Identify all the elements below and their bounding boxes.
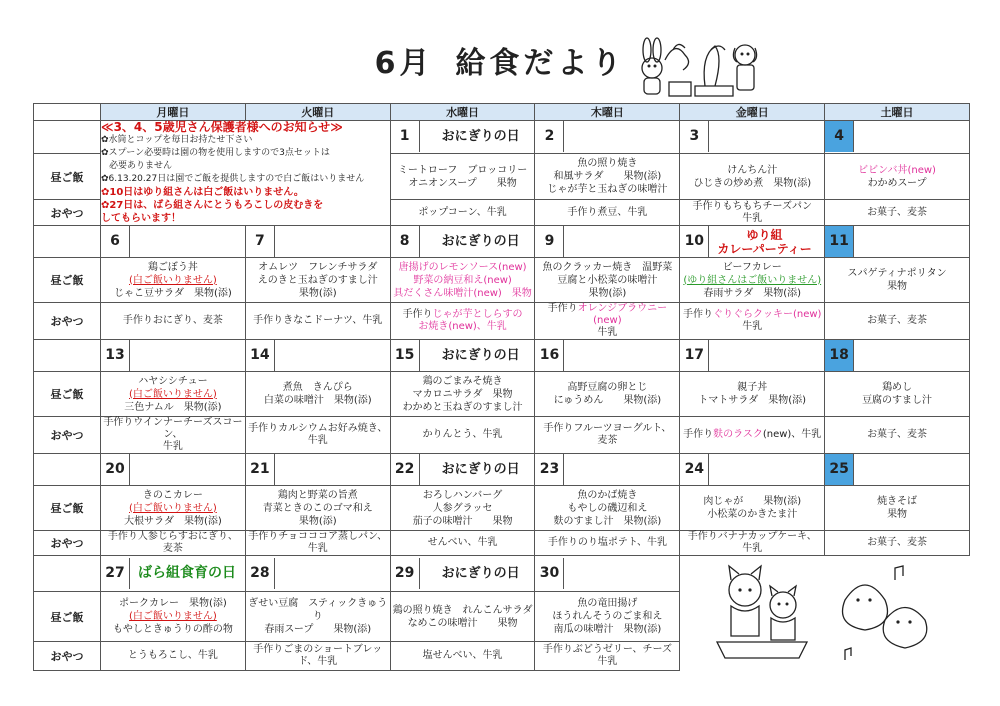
menu-line: 唐揚げのレモンソース(new) — [398, 261, 527, 273]
menu-line: せんべい、牛乳 — [427, 537, 498, 548]
snack-cell — [101, 642, 246, 670]
date-cell — [245, 340, 390, 372]
menu-line: 果物 — [887, 509, 908, 520]
date-number: 8 — [391, 226, 420, 257]
menu-line: わかめと玉ねぎのすまし汁 — [402, 401, 523, 413]
notice-line: ✿水筒とコップを毎日お持たせ下さい — [101, 135, 253, 145]
date-cell — [390, 454, 535, 486]
lunch-label: 昼ご飯 — [34, 591, 101, 642]
menu-line: 小松菜のかきたま汁 — [707, 509, 798, 520]
date-cell — [245, 454, 390, 486]
date-number: 11 — [825, 226, 854, 257]
lunch-cell — [535, 258, 680, 303]
lunch-label: 昼ご飯 — [34, 258, 101, 303]
menu-line: なめこの味噌汁 果物 — [407, 617, 518, 629]
notice-line: してもらいます！ — [101, 213, 181, 224]
menu-line: ぎせい豆腐 スティックきゅうり — [248, 598, 388, 623]
menu-line: ひじきの炒め煮 果物(添) — [693, 177, 812, 189]
menu-line: (白ご飯いりません) — [129, 274, 217, 286]
menu-line: 手作り — [547, 303, 578, 314]
menu-line: おろしハンバーグ — [422, 489, 503, 501]
menu-line: オレンジブラウニー(new) — [577, 303, 668, 326]
menu-line: 鶏ごぼう丼 — [147, 261, 198, 273]
lunch-cell — [825, 372, 970, 417]
lunch-cell — [680, 153, 825, 199]
date-cell — [825, 340, 970, 372]
menu-line: 牛乳 — [742, 321, 763, 332]
snack-cell — [535, 531, 680, 556]
snack-cell — [390, 200, 535, 226]
menu-line: 大根サラダ 果物(添) — [124, 515, 222, 527]
menu-line: (new)、牛乳 — [762, 429, 822, 440]
date-cell — [825, 454, 970, 486]
snack-cell — [680, 531, 825, 556]
date-number: 17 — [680, 340, 709, 371]
snack-cell — [390, 642, 535, 670]
menu-line: 果物(添) — [298, 515, 337, 527]
menu-line: スパゲティナポリタン — [847, 268, 947, 279]
blank-cell — [34, 454, 101, 486]
date-cell — [535, 454, 680, 486]
date-cell — [101, 226, 246, 258]
cats-cooking-illustration — [695, 560, 955, 670]
date-cell — [101, 340, 246, 372]
page-title — [0, 38, 1000, 82]
menu-line: 親子丼 — [737, 382, 768, 393]
menu-line: 南瓜の味噌汁 果物(添) — [553, 624, 662, 636]
date-cell — [535, 226, 680, 258]
menu-line: 魚の竜田揚げ — [577, 598, 638, 610]
menu-line: 具だくさん味噌汁(new) 果物 — [393, 287, 532, 299]
date-number: 30 — [535, 558, 564, 589]
snack-cell — [390, 531, 535, 556]
lunch-cell — [245, 372, 390, 417]
menu-line: 豆腐と小松菜の味噌汁 — [557, 274, 658, 286]
lunch-label: 昼ご飯 — [34, 486, 101, 531]
title-text: 給食だより — [455, 46, 626, 81]
date-number: 21 — [246, 454, 275, 485]
lunch-cell — [535, 153, 680, 199]
date-number: 4 — [825, 121, 854, 152]
lunch-cell — [535, 486, 680, 531]
notice-line: ✿スプーン必要時は園の物を使用しますので3点セットは — [101, 148, 330, 158]
month-label: 6月 — [374, 46, 434, 81]
menu-line: 麦茶 — [162, 543, 183, 554]
menu-line: 手作り — [682, 309, 713, 320]
illustration-cell — [680, 556, 970, 671]
menu-line: 麩のすまし汁 果物(添) — [553, 515, 662, 527]
snack-cell — [825, 417, 970, 454]
date-number: 16 — [535, 340, 564, 371]
menu-line: 高野豆腐の卵とじ — [567, 382, 648, 393]
menu-line: えのきと玉ねぎのすまし汁 — [257, 274, 378, 286]
menu-line: 手作りチョコココア蒸しパン、牛乳 — [248, 531, 388, 554]
onigiri-day-label: おにぎりの日 — [441, 348, 520, 363]
date-number: 18 — [825, 340, 854, 371]
menu-line: 手作りおにぎり、麦茶 — [122, 315, 223, 326]
lunch-cell — [825, 153, 970, 199]
snack-cell — [825, 200, 970, 226]
date-cell — [535, 340, 680, 372]
date-cell — [680, 454, 825, 486]
menu-line: 果物(添) — [298, 287, 337, 299]
snack-label: おやつ — [34, 531, 101, 556]
menu-line: トマトサラダ 果物(添) — [698, 395, 807, 406]
menu-line: にゅうめん 果物(添) — [553, 395, 662, 406]
menu-line: 手作り — [402, 309, 433, 320]
menu-line: 手作りバナナカップケーキ、 — [687, 531, 817, 542]
snack-cell — [390, 303, 535, 340]
date-number: 22 — [391, 454, 420, 485]
menu-line: 野菜の納豆和え(new) — [413, 274, 512, 286]
menu-line: 人参グラッセ — [432, 502, 493, 514]
event-line: カレーパーティー — [717, 242, 812, 256]
menu-line: 牛乳 — [597, 327, 618, 338]
date-cell — [101, 454, 246, 486]
menu-line: オニオンスープ 果物 — [408, 177, 517, 189]
snack-cell — [101, 303, 246, 340]
menu-line: ハヤシシチュー — [138, 375, 208, 387]
lunch-cell — [101, 486, 246, 531]
menu-line: マカロニサラダ 果物 — [412, 388, 513, 400]
date-number: 2 — [535, 121, 564, 152]
food-education-day-label: ばら組食育の日 — [138, 564, 236, 581]
date-cell — [245, 226, 390, 258]
date-cell — [390, 556, 535, 592]
menu-calendar — [33, 103, 970, 671]
menu-line: 青菜ときのこのゴマ和え — [262, 502, 373, 514]
date-number: 29 — [391, 558, 420, 589]
date-number: 23 — [535, 454, 564, 485]
menu-line: ほうれんそうのごま和え — [552, 611, 663, 623]
onigiri-day-label: おにぎりの日 — [441, 234, 520, 249]
lunch-label: 昼ご飯 — [34, 153, 101, 199]
menu-line: 鶏めし — [882, 382, 913, 393]
lunch-cell — [101, 591, 246, 642]
snack-cell — [535, 417, 680, 454]
date-number: 25 — [825, 454, 854, 485]
menu-line: (白ご飯いりません) — [129, 502, 217, 514]
menu-line: 果物(添) — [588, 287, 627, 299]
snack-label: おやつ — [34, 417, 101, 454]
weekday-fri: 金曜日 — [680, 104, 825, 121]
date-cell — [680, 226, 825, 258]
menu-line: 手作り — [683, 429, 714, 440]
menu-line: 手作りのり塩ポテト、牛乳 — [547, 537, 667, 548]
weekday-sat: 土曜日 — [825, 104, 970, 121]
lunch-cell — [390, 591, 535, 642]
menu-line: じゃが芋としらすの — [432, 309, 523, 320]
onigiri-day-label: おにぎりの日 — [441, 129, 520, 145]
menu-line: 手作りウインナーチーズスコーン、 — [103, 417, 243, 440]
menu-line: 魚の照り焼き — [577, 158, 638, 170]
menu-line: 魚のかば焼き — [577, 489, 638, 501]
date-number: 1 — [391, 121, 420, 152]
date-cell — [680, 121, 825, 154]
date-cell — [535, 121, 680, 154]
date-number: 20 — [101, 454, 130, 485]
menu-line: じゃが芋と玉ねぎの味噌汁 — [547, 184, 668, 196]
snack-cell — [535, 303, 680, 340]
menu-line: 鶏の照り焼き れんこんサラダ — [392, 604, 533, 616]
menu-line: 手作りごまのショートブレッド、牛乳 — [253, 643, 383, 667]
weekday-tue: 火曜日 — [245, 104, 390, 121]
menu-line: 三色ナムル 果物(添) — [124, 401, 222, 413]
menu-line: (白ご飯いりません) — [129, 611, 217, 623]
menu-line: オムレツ フレンチサラダ — [258, 261, 378, 273]
menu-line: きのこカレー — [142, 489, 203, 501]
lunch-cell — [680, 258, 825, 303]
menu-line: 和風サラダ 果物(添) — [553, 171, 662, 183]
lunch-cell — [535, 591, 680, 642]
menu-line: 茄子の味噌汁 果物 — [412, 515, 513, 527]
snack-label: おやつ — [34, 642, 101, 670]
lunch-cell — [680, 486, 825, 531]
snack-cell — [245, 531, 390, 556]
date-cell — [390, 121, 535, 154]
weekday-mon: 月曜日 — [101, 104, 246, 121]
lunch-cell — [680, 372, 825, 417]
menu-line: 魚のクラッカー焼き 温野菜 — [542, 261, 673, 273]
date-number: 13 — [101, 340, 130, 371]
menu-line: 豆腐のすまし汁 — [862, 395, 933, 406]
menu-line: 手作りきなこドーナツ、牛乳 — [253, 315, 383, 326]
snack-cell — [535, 200, 680, 226]
menu-line: けんちん汁 — [727, 164, 778, 176]
snack-cell — [680, 200, 825, 226]
onigiri-day-label: おにぎりの日 — [441, 565, 520, 581]
menu-line: とうもろこし、牛乳 — [127, 649, 218, 661]
snack-label: おやつ — [34, 303, 101, 340]
menu-line: 果物 — [887, 281, 908, 292]
menu-line: お菓子、麦茶 — [867, 537, 928, 548]
menu-line: 手作りカルシウムお好み焼き、 — [248, 423, 388, 434]
curry-party-label — [709, 226, 811, 256]
menu-line: 麩のラスク — [713, 429, 763, 440]
menu-line: お菓子、麦茶 — [867, 206, 928, 218]
menu-line: 煮魚 きんぴら — [282, 382, 353, 393]
menu-line: 手作り煮豆、牛乳 — [567, 206, 648, 218]
menu-line: 鶏肉と野菜の旨煮 — [277, 489, 358, 501]
notice-line: 必要ありません — [109, 161, 173, 171]
date-cell — [101, 556, 246, 592]
lunch-cell — [390, 258, 535, 303]
date-number: 7 — [246, 226, 275, 257]
date-cell — [245, 556, 390, 592]
lunch-cell — [101, 258, 246, 303]
menu-line: お焼き(new)、牛乳 — [418, 321, 507, 332]
date-number: 28 — [246, 558, 275, 589]
menu-line: 牛乳 — [162, 441, 183, 452]
date-number: 10 — [680, 226, 709, 257]
notice-title: ≪3、4、5歳児さん保護者様へのお知らせ≫ — [101, 120, 343, 134]
blank-cell — [34, 340, 101, 372]
menu-line: ぐりぐらクッキー(new) — [712, 309, 822, 320]
date-number: 3 — [680, 121, 709, 152]
menu-line: ミートローフ ブロッコリー — [397, 164, 528, 176]
snack-cell — [535, 642, 680, 670]
snack-cell — [101, 417, 246, 454]
lunch-cell — [245, 258, 390, 303]
snack-cell — [390, 417, 535, 454]
menu-line: 春雨スープ 果物(添) — [264, 624, 372, 636]
date-cell — [390, 226, 535, 258]
menu-line: もやしの磯辺和え — [567, 502, 648, 514]
date-cell — [825, 226, 970, 258]
snack-cell — [680, 417, 825, 454]
menu-line: 白菜の味噌汁 果物(添) — [263, 395, 372, 406]
notice-line: ✿6.13.20.27日は園でご飯を提供しますので白ご飯はいりません — [101, 174, 365, 184]
menu-line: 塩せんべい、牛乳 — [422, 649, 503, 661]
menu-line: (ゆり組さんはご飯いりません) — [683, 274, 822, 286]
menu-line: 牛乳 — [742, 212, 763, 224]
date-number: 9 — [535, 226, 564, 257]
blank-cell — [34, 226, 101, 258]
rabbit-dog-garden-illustration — [625, 30, 770, 100]
onigiri-day-label: おにぎりの日 — [441, 462, 520, 477]
date-cell — [680, 340, 825, 372]
lunch-cell — [245, 486, 390, 531]
menu-line: 手作りぶどうゼリー、チーズ — [542, 643, 672, 655]
menu-line: 肉じゃが 果物(添) — [703, 496, 802, 507]
lunch-label: 昼ご飯 — [34, 372, 101, 417]
lunch-cell — [390, 153, 535, 199]
date-number: 6 — [101, 226, 130, 257]
menu-line: かりんとう、牛乳 — [422, 429, 503, 440]
menu-line: ビビンバ丼(new) — [858, 164, 936, 176]
lunch-cell — [101, 372, 246, 417]
snack-cell — [245, 417, 390, 454]
date-number: 24 — [680, 454, 709, 485]
snack-cell — [825, 531, 970, 556]
menu-line: 鶏のごまみそ焼き — [422, 375, 503, 387]
menu-line: じゃこ豆サラダ 果物(添) — [114, 287, 232, 299]
menu-line: お菓子、麦茶 — [867, 429, 928, 440]
lunch-cell — [535, 372, 680, 417]
menu-line: 手作り人参じらすおにぎり、 — [107, 531, 238, 542]
lunch-cell — [390, 486, 535, 531]
date-cell — [825, 121, 970, 154]
menu-line: ビーフカレー — [722, 261, 782, 273]
weekday-thu: 木曜日 — [535, 104, 680, 121]
menu-line: お菓子、麦茶 — [867, 315, 928, 326]
snack-cell — [825, 303, 970, 340]
menu-line: ポップコーン、牛乳 — [418, 206, 507, 218]
date-number: 15 — [391, 340, 420, 371]
date-number: 27 — [101, 558, 130, 589]
menu-line: もやしときゅうりの酢の物 — [112, 624, 233, 636]
corner-cell — [34, 104, 101, 121]
menu-line: 牛乳 — [742, 543, 763, 554]
snack-cell — [245, 642, 390, 670]
menu-line: 牛乳 — [597, 655, 618, 667]
snack-label: おやつ — [34, 200, 101, 226]
menu-line: 春雨サラダ 果物(添) — [703, 287, 802, 299]
date-number: 14 — [246, 340, 275, 371]
menu-line: 牛乳 — [307, 435, 328, 446]
date-cell — [535, 556, 680, 592]
menu-line: 手作りもちもちチーズパン — [692, 200, 812, 212]
menu-line: (白ご飯いりません) — [129, 388, 217, 400]
date-cell — [390, 340, 535, 372]
weekday-wed: 水曜日 — [390, 104, 535, 121]
lunch-cell — [825, 258, 970, 303]
menu-line: わかめスープ — [867, 177, 927, 189]
menu-line: 焼きそば — [877, 496, 918, 507]
blank-cell — [34, 121, 101, 154]
event-line: ゆり組 — [746, 228, 783, 242]
lunch-cell — [245, 591, 390, 642]
lunch-cell — [390, 372, 535, 417]
snack-cell — [101, 531, 246, 556]
notice-box — [101, 121, 391, 226]
notice-line: ✿10日はゆり組さんは白ご飯はいりません。 — [101, 187, 304, 198]
snack-cell — [680, 303, 825, 340]
menu-line: 麦茶 — [597, 435, 618, 446]
notice-line: ✿27日は、ばら組さんにとうもろこしの皮むきを — [101, 200, 324, 211]
menu-line: 手作りフルーツヨーグルト、 — [543, 423, 672, 434]
snack-cell — [245, 303, 390, 340]
blank-cell — [34, 556, 101, 592]
menu-line: ポークカレー 果物(添) — [119, 598, 227, 610]
lunch-cell — [825, 486, 970, 531]
